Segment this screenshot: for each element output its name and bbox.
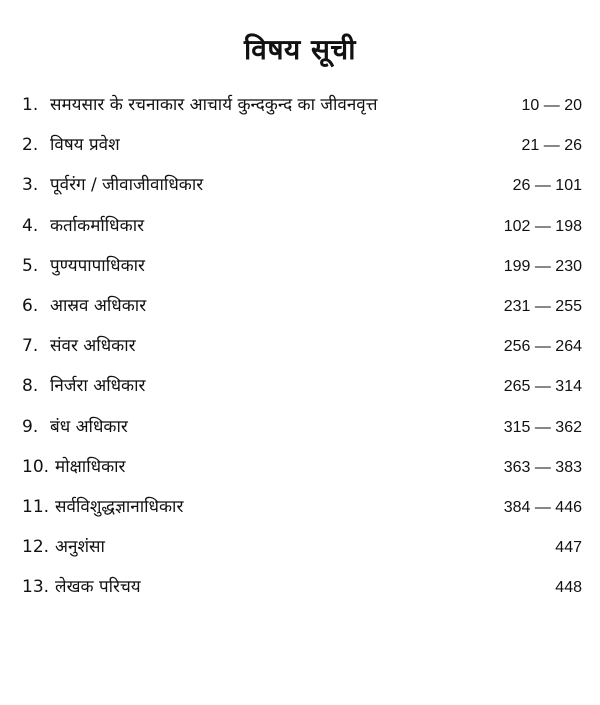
toc-entry-title: सर्वविशुद्धज्ञानाधिकार [55,496,184,517]
toc-entry-pages: 315 — 362 [503,418,582,436]
toc-entry [22,92,582,132]
toc-entry [22,132,582,172]
toc-entry [22,253,582,293]
table-of-contents [22,92,582,614]
toc-entry-title: अनुशंसा [55,537,105,558]
toc-entry-number: 7. [22,336,39,357]
toc-entry-title: लेखक परिचय [55,577,141,598]
toc-entry-number: 13. [22,577,50,598]
toc-entry [22,534,582,574]
toc-entry-title: संवर अधिकार [50,336,136,357]
toc-entry-number: 1. [22,95,39,115]
toc-entry-pages: 10 — 20 [521,97,582,114]
toc-entry-pages: 447 [555,539,582,557]
toc-entry-number: 6. [22,295,39,316]
toc-entry-number: 11. [22,496,50,517]
toc-entry [22,172,582,212]
toc-entry [22,333,582,373]
toc-entry-pages: 231 — 255 [503,297,582,315]
toc-entry-pages: 21 — 26 [521,137,582,155]
toc-entry-title: बंध अधिकार [50,416,128,437]
toc-entry-number: 4. [22,215,39,236]
toc-entry-title: पूर्वरंग / जीवाजीवाधिकार [50,175,204,196]
toc-entry [22,414,582,454]
toc-entry-title: आस्रव अधिकार [50,295,147,316]
toc-entry-pages: 26 — 101 [512,177,582,195]
toc-entry [22,574,582,614]
toc-entry-title: मोक्षाधिकार [55,456,126,477]
toc-entry-title: समयसार के रचनाकार आचार्य कुन्दकुन्द का जीवनवृत्त [50,95,378,115]
toc-entry-title: विषय प्रवेश [50,135,120,156]
toc-entry-number: 5. [22,255,39,276]
page-title: विषय सूची [244,33,356,66]
toc-entry-title: निर्जरा अधिकार [50,376,146,397]
toc-entry [22,373,582,413]
toc-entry-number: 2. [22,135,39,156]
toc-entry-pages: 384 — 446 [503,498,582,516]
toc-entry-number: 3. [22,175,39,196]
toc-entry-number: 9. [22,416,39,437]
toc-entry-title: पुण्यपापाधिकार [50,255,145,276]
toc-entry-number: 10. [22,456,50,477]
toc-entry [22,293,582,333]
toc-entry [22,494,582,534]
toc-entry-pages: 363 — 383 [503,458,582,476]
toc-entry-title: कर्ताकर्माधिकार [50,215,145,236]
toc-entry-pages: 448 [555,579,582,597]
toc-entry-number: 8. [22,376,39,397]
toc-entry-pages: 265 — 314 [503,378,582,396]
toc-entry-pages: 256 — 264 [503,338,582,356]
toc-entry-pages: 102 — 198 [503,217,582,235]
toc-entry-pages: 199 — 230 [503,257,582,275]
toc-entry [22,454,582,494]
toc-entry-number: 12. [22,537,50,558]
toc-entry [22,213,582,253]
